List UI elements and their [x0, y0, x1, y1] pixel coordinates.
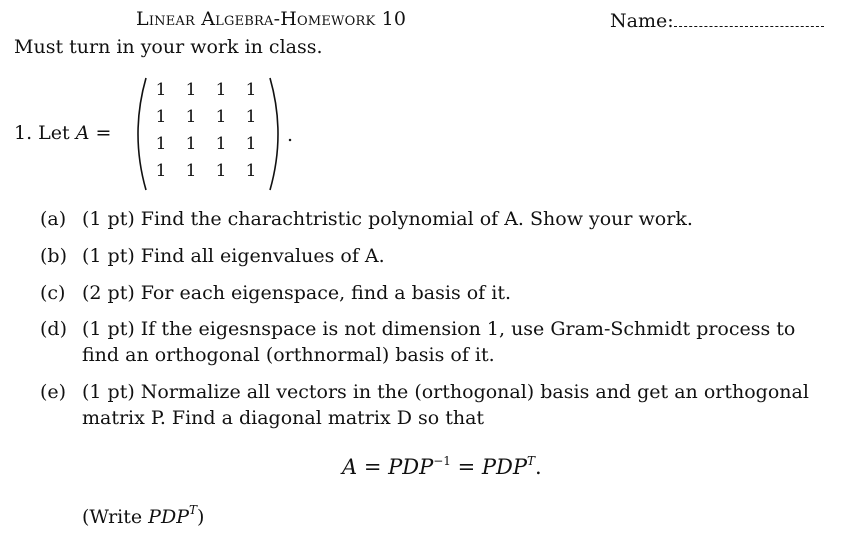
matrix-entry: 1	[155, 161, 167, 181]
part-d-text: (1 pt) If the eigesnspace is not dimension 1, use Gram-Schmidt process to find an orthogonal (orthnormal) basis of it.	[82, 318, 796, 366]
matrix-entry: 1	[185, 107, 197, 127]
problem-1-intro	[14, 122, 111, 144]
matrix-entry: 1	[155, 134, 167, 154]
part-e-label: (e)	[40, 381, 67, 403]
matrix-entry: 1	[185, 161, 197, 181]
eq-inverse-exponent: −1	[433, 454, 451, 468]
eq-lhs: A	[342, 455, 358, 479]
name-field	[610, 8, 824, 32]
matrix-entry: 1	[245, 80, 257, 100]
matrix-entry: 1	[185, 80, 197, 100]
part-b	[40, 243, 832, 269]
matrix-entry: 1	[215, 107, 227, 127]
part-b-text: (1 pt) Find all eigenvalues of A.	[82, 245, 385, 267]
part-c-label: (c)	[40, 282, 66, 304]
matrix-entry: 1	[155, 80, 167, 100]
matrix-entry: 1	[155, 107, 167, 127]
note-prefix: (Write	[82, 506, 149, 528]
part-e-text: (1 pt) Normalize all vectors in the (orthogonal) basis and get an orthogonal matrix P. Find a diagonal matrix D so that	[82, 381, 809, 429]
part-c-text: (2 pt) For each eigenspace, find a basis of it.	[82, 282, 512, 304]
name-blank-line	[674, 8, 824, 27]
matrix-entry: 1	[215, 161, 227, 181]
part-e	[40, 379, 832, 429]
instructions: Must turn in your work in class.	[14, 36, 323, 58]
right-paren	[270, 78, 278, 190]
name-label: Name:	[610, 10, 674, 32]
equals-sign: =	[95, 122, 112, 144]
part-a-label: (a)	[40, 208, 67, 230]
eq-pdp-inverse: PDP	[388, 455, 434, 479]
note-suffix: )	[197, 506, 205, 528]
matrix-entry: 1	[245, 161, 257, 181]
note-expr: PDP	[148, 506, 189, 528]
matrix-entry: 1	[215, 134, 227, 154]
matrix-entry: 1	[215, 80, 227, 100]
part-a	[40, 206, 832, 232]
matrix-entry: 1	[245, 107, 257, 127]
matrix-period: .	[287, 124, 294, 146]
homework-title: Linear Algebra-Homework 10	[136, 8, 407, 30]
write-note	[82, 503, 205, 528]
part-d	[40, 316, 832, 366]
matrix-entry: 1	[185, 134, 197, 154]
matrix-entry: 1	[245, 134, 257, 154]
diagonalization-equation: $A = PDP^{-1} = PDP^T$.	[342, 454, 542, 479]
part-b-label: (b)	[40, 245, 67, 267]
part-a-text: (1 pt) Find the charachtristic polynomial of A. Show your work.	[82, 208, 693, 230]
eq-transpose-exponent: T	[527, 454, 536, 468]
left-paren	[138, 78, 146, 190]
matrix-variable: A	[75, 122, 90, 144]
part-d-label: (d)	[40, 318, 67, 340]
part-c	[40, 280, 832, 306]
eq-pdp-transpose: PDP	[481, 455, 528, 479]
matrix-cells	[156, 80, 257, 181]
note-exponent: T	[188, 503, 197, 517]
matrix-a	[128, 74, 288, 194]
eq-period: .	[535, 455, 542, 479]
problem-1-prefix: 1. Let	[14, 122, 70, 144]
